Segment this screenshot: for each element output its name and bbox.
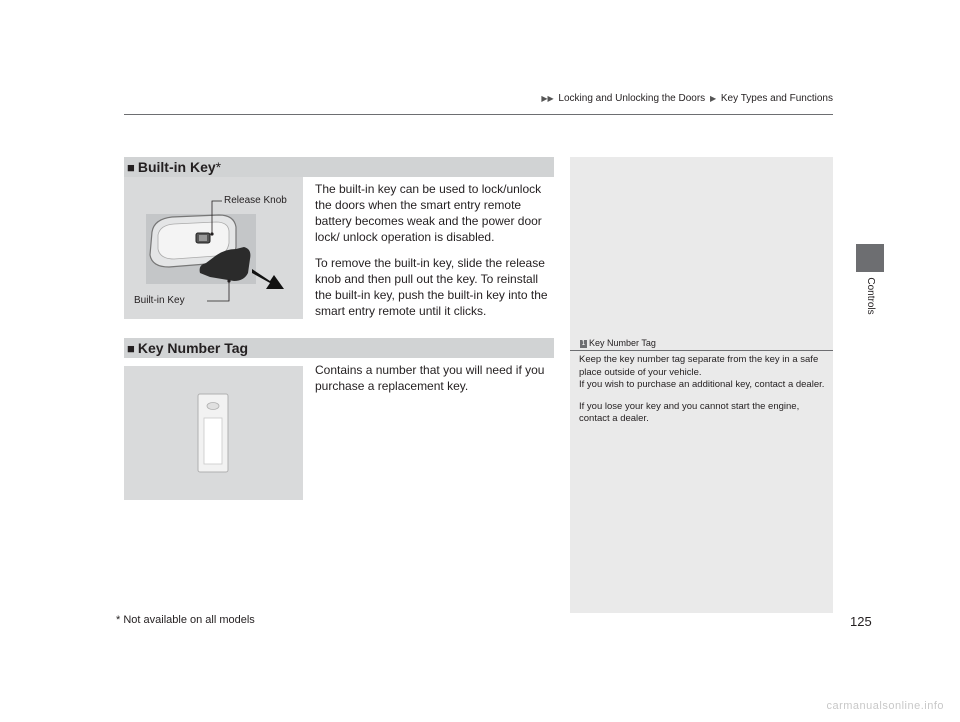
double-triangle-right-icon: ▶▶	[541, 94, 554, 103]
note-line-1: Keep the key number tag separate from the key in a safe place outside of your vehicle.	[579, 354, 819, 378]
callout-release-knob: Release Knob	[224, 195, 287, 206]
breadcrumb	[0, 93, 833, 104]
breadcrumb-item-doors: Locking and Unlocking the Doors	[558, 93, 706, 104]
release-knob-detail	[199, 235, 207, 241]
key-tag-number-area	[204, 418, 222, 464]
section-title-built-in-key: Built-in Key	[137, 159, 216, 175]
note-body	[579, 354, 829, 435]
callout-dot-release-knob	[210, 232, 213, 235]
built-in-key-paragraph-2: To remove the built-in key, slide the release knob and then pull out the key. To reinstall the built-in key, push the built-in key into the smart entry remote until it clicks.	[315, 256, 548, 318]
callout-built-in-key: Built-in Key	[134, 295, 185, 306]
header-rule	[124, 114, 833, 115]
section-title-key-number-tag: Key Number Tag	[137, 340, 249, 356]
page-number: 125	[850, 614, 872, 629]
key-tag-hole	[207, 403, 219, 410]
built-in-key-paragraph-1: The built-in key can be used to lock/unlock the doors when the smart entry remote battery becomes weak and the power door lock/ unlock operation is disabled.	[315, 182, 542, 244]
callout-dot-built-in-key	[227, 279, 230, 282]
key-tag-illustration	[124, 366, 303, 500]
note-heading	[570, 338, 833, 351]
footnote: * Not available on all models	[116, 614, 255, 626]
note-line-3: If you lose your key and you cannot start the engine, contact a dealer.	[579, 400, 800, 424]
note-number-badge: 1	[581, 339, 586, 347]
built-in-key-body	[315, 181, 555, 329]
breadcrumb-item-key-types: Key Types and Functions	[720, 93, 833, 104]
note-heading-text: Key Number Tag	[589, 338, 656, 348]
key-number-tag-illustration	[124, 366, 303, 500]
key-number-tag-body	[315, 362, 555, 404]
square-bullet-icon: ■	[127, 160, 135, 175]
pull-direction-arrow	[252, 269, 284, 289]
note-line-2: If you wish to purchase an additional key, contact a dealer.	[579, 379, 825, 390]
square-bullet-icon: ■	[127, 341, 135, 356]
built-in-key-illustration	[124, 177, 303, 319]
section-header-key-number-tag	[124, 338, 554, 358]
section-header-built-in-key	[124, 157, 554, 177]
triangle-right-icon: ▶	[709, 94, 717, 103]
asterisk-marker: *	[215, 159, 222, 175]
watermark: carmanualsonline.info	[826, 700, 944, 712]
key-number-tag-paragraph-1: Contains a number that you will need if you purchase a replacement key.	[315, 363, 545, 393]
key-fob-face	[158, 222, 229, 259]
